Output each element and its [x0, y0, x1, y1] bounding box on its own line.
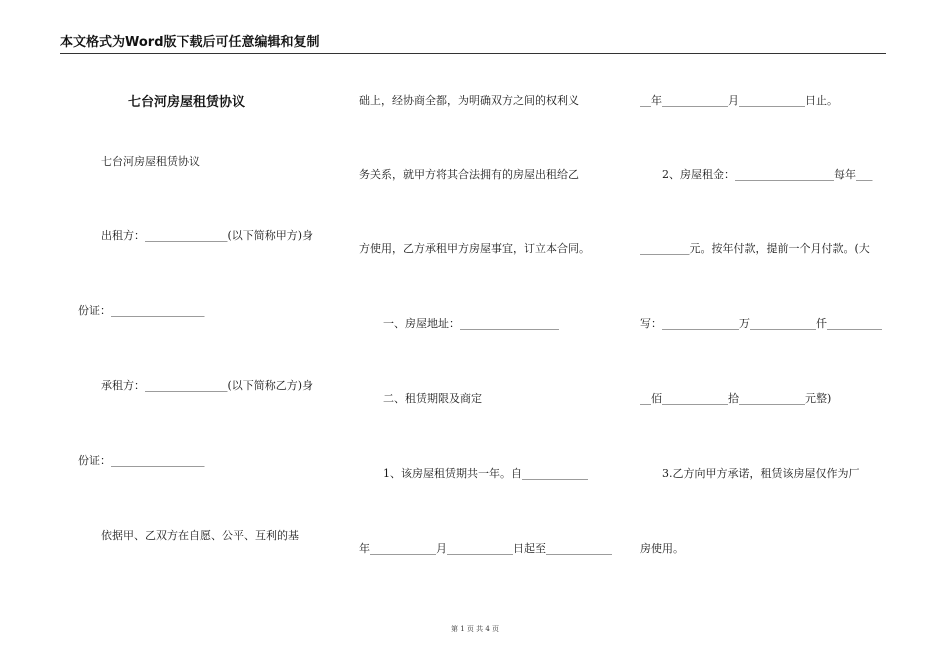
col1-line-2: 出租方：_______________(以下简称甲方)身 — [101, 229, 314, 242]
col1-line-4: 承租方：_______________(以下简称乙方)身 — [101, 379, 314, 392]
col3-line-3: _________元。按年付款，提前一个月付款。(大 — [640, 242, 870, 255]
col1-line-5: 份证：_________________ — [78, 454, 205, 467]
col3-line-1: __年____________月____________日止。 — [640, 94, 838, 107]
header-title: 本文格式为Word版下载后可任意编辑和复制 — [60, 35, 320, 50]
col3-line-5: __佰____________拾____________元整) — [640, 392, 832, 405]
col1-line-3: 份证：_________________ — [78, 304, 205, 317]
col2-line-4: 一、房屋地址：__________________ — [383, 317, 559, 330]
col2-line-5: 二、租赁期限及商定 — [383, 392, 482, 405]
col2-line-6: 1、该房屋租赁期共一年。自____________ — [383, 467, 588, 480]
page-footer: 第 1 页 共 4 页 — [450, 625, 500, 633]
document-title: 七台河房屋租赁协议 — [128, 95, 246, 110]
col2-line-3: 方使用，乙方承租甲方房屋事宜，订立本合同。 — [359, 242, 590, 255]
col3-line-2: 2、房屋租金：__________________每年___ — [662, 168, 873, 181]
col3-line-7: 房使用。 — [640, 542, 684, 555]
page-header — [60, 36, 886, 54]
col2-line-7: 年____________月____________日起至____________ — [359, 542, 612, 555]
col3-line-4: 写：______________万____________仟__________ — [640, 317, 882, 330]
col1-line-6: 依据甲、乙双方在自愿、公平、互利的基 — [101, 529, 299, 542]
col2-line-2: 务关系，就甲方将其合法拥有的房屋出租给乙 — [359, 168, 579, 181]
col3-line-6: 3.乙方向甲方承诺，租赁该房屋仅作为厂 — [662, 467, 860, 480]
col1-line-1: 七台河房屋租赁协议 — [101, 155, 200, 168]
col2-line-1: 础上，经协商全都，为明确双方之间的权利义 — [359, 94, 579, 107]
